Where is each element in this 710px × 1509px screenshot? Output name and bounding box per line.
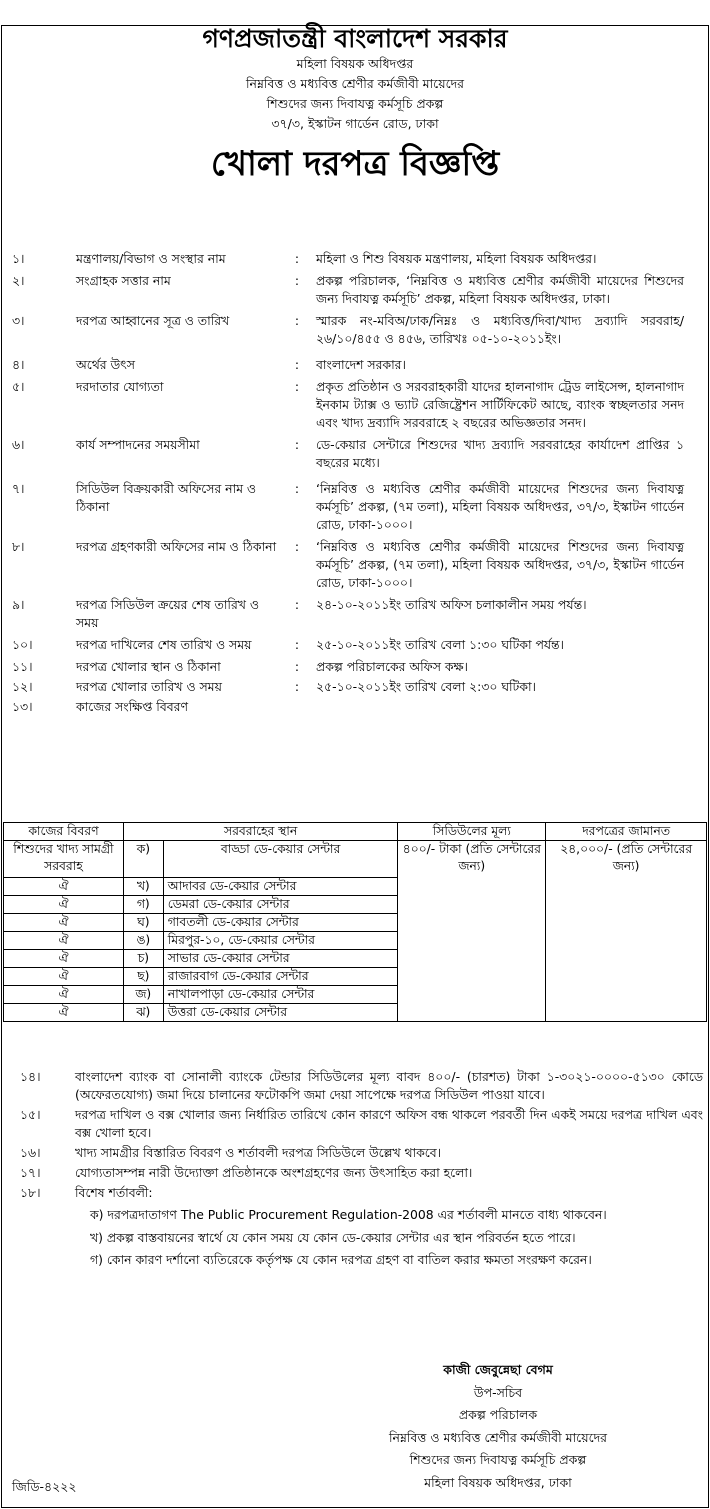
item-number: ৪। bbox=[12, 357, 25, 372]
item-value: ২৪-১০-২০১১ইং তারিখ অফিস চলাকালীন সময় পর্যন্ত। bbox=[316, 597, 587, 612]
notice-item bbox=[0, 272, 710, 308]
item-separator: : bbox=[294, 659, 300, 674]
place-cell: নাখালপাড়া ডে-কেয়ার সেন্টার bbox=[163, 986, 398, 1004]
notice-items bbox=[0, 250, 710, 716]
term-number: ১৪। bbox=[20, 1069, 41, 1084]
item-value: ২৫-১০-২০১১ইং তারিখ বেলা ১:৩০ ঘটিকা পর্যন্ত। bbox=[316, 637, 564, 652]
work-cell: ঐ bbox=[4, 968, 124, 986]
item-number: ১১। bbox=[12, 659, 33, 674]
signatory-name: কাজী জেবুন্নেছা বেগম bbox=[443, 1362, 553, 1377]
place-cell: রাজারবাগ ডে-কেয়ার সেন্টার bbox=[163, 968, 398, 986]
item-label: দরপত্র গ্রহণকারী অফিসের নাম ও ঠিকানা bbox=[76, 539, 277, 554]
item-value: বাংলাদেশ সরকার। bbox=[316, 357, 406, 372]
special-conditions bbox=[90, 1204, 702, 1272]
mark-cell: ঘ) bbox=[123, 914, 163, 932]
item-number: ১। bbox=[12, 251, 25, 266]
item-number: ৭। bbox=[12, 481, 25, 496]
item-number: ৫। bbox=[12, 379, 25, 394]
header-line: নিম্নবিত্ত ও মধ্যবিত্ত শ্রেণীর কর্মজীবী মায়েদের bbox=[245, 76, 465, 91]
term-item bbox=[0, 1068, 710, 1104]
item-separator: : bbox=[294, 597, 300, 612]
item-label: দরপত্র খোলার তারিখ ও সময় bbox=[76, 679, 222, 694]
work-cell: ঐ bbox=[4, 986, 124, 1004]
work-table bbox=[3, 822, 707, 1022]
notice-item bbox=[0, 312, 710, 348]
item-label: অর্থের উৎস bbox=[76, 357, 135, 372]
term-text: বাংলাদেশ ব্যাংক বা সোনালী ব্যাংকে টেন্ডার সিডিউলের মূল্য বাবদ ৪০০/- (চারশত) টাকা ১-৩০২১-০০০০-৫১৩০ কোডে (অফেরতযোগ্য) জমা দিয়ে চালানের ফটোকপি জমা দেয়া সাপেক্ষে দরপত্র সিডিউল পাওয়া যাবে। bbox=[75, 1069, 703, 1102]
place-cell: আদাবর ডে-কেয়ার সেন্টার bbox=[163, 878, 398, 896]
term-number: ১৬। bbox=[20, 1145, 41, 1160]
item-value: ‘নিম্নবিত্ত ও মধ্যবিত্ত শ্রেণীর কর্মজীবী মায়েদের শিশুদের জন্য দিবাযত্ন কর্মসূচি’ প্রকল্প, (৭ম তলা), মহিলা বিষয়ক অধিদপ্তর, ৩৭/৩, ইস্কাটন গার্ডেন রোড, ঢাকা-১০০০। bbox=[316, 481, 684, 532]
item-number: ৮। bbox=[12, 539, 25, 554]
term-text: দরপত্র দাখিল ও বক্স খোলার জন্য নির্ধারিত তারিখে কোন কারণে অফিস বন্ধ থাকলে পরবর্তী দিন একই সময়ে দরপত্র দাখিল এবং বক্স খোলা হবে। bbox=[75, 1107, 703, 1140]
mark-cell: ঝ) bbox=[123, 1004, 163, 1022]
mark-cell: গ) bbox=[123, 896, 163, 914]
place-cell: উত্তরা ডে-কেয়ার সেন্টার bbox=[163, 1004, 398, 1022]
term-text: বিশেষ শর্তাবলী: bbox=[75, 1185, 153, 1200]
item-separator: : bbox=[294, 481, 300, 496]
item-value: স্মারক নং-মবিঅ/ঢাক/নিম্নঃ ও মধ্যবিত্ত/দিবা/খাদ্য দ্রব্যাদি সরবরাহ/২৬/১০/৪৫৫ ও ৪৫৬, তারিখঃ ০৫-১০-২০১১ইং। bbox=[316, 313, 684, 346]
item-separator: : bbox=[294, 379, 300, 394]
header-line: ৩৭/৩, ইস্কাটন গার্ডেন রোড, ঢাকা bbox=[271, 116, 439, 131]
item-number: ৯। bbox=[12, 597, 25, 612]
item-number: ১০। bbox=[12, 637, 33, 652]
work-cell: ঐ bbox=[4, 932, 124, 950]
item-value: ‘নিম্নবিত্ত ও মধ্যবিত্ত শ্রেণীর কর্মজীবী মায়েদের শিশুদের জন্য দিবাযত্ন কর্মসূচি’ প্রকল্প, (৭ম তলা), মহিলা বিষয়ক অধিদপ্তর, ৩৭/৩, ইস্কাটন গার্ডেন রোড, ঢাকা-১০০০। bbox=[316, 539, 684, 590]
notice-item bbox=[0, 356, 710, 374]
header-line: মহিলা বিষয়ক অধিদপ্তর bbox=[296, 56, 414, 71]
work-cell: ঐ bbox=[4, 950, 124, 968]
item-value: প্রকল্প পরিচালকের অফিস কক্ষ। bbox=[316, 659, 468, 674]
signature-block bbox=[348, 1359, 648, 1495]
term-item bbox=[0, 1184, 710, 1202]
item-label: কাজের সংক্ষিপ্ত বিবরণ bbox=[76, 699, 188, 714]
place-cell: ডেমরা ডে-কেয়ার সেন্টার bbox=[163, 896, 398, 914]
item-separator: : bbox=[294, 437, 300, 452]
item-number: ১৩। bbox=[12, 699, 33, 714]
signature-line: প্রকল্প পরিচালক bbox=[458, 1407, 538, 1423]
mark-cell: ক) bbox=[123, 841, 163, 878]
special-condition: গ) কোন কারণ দর্শানো ব্যতিরেকে কর্তৃপক্ষ যে কোন দরপত্র গ্রহণ বা বাতিল করার ক্ষমতা সংরক্ষণ করেন। bbox=[90, 1252, 592, 1267]
notice-item bbox=[0, 436, 710, 472]
item-label: দরপত্র দাখিলের শেষ তারিখ ও সময় bbox=[76, 637, 252, 652]
item-separator: : bbox=[294, 273, 300, 288]
term-number: ১৫। bbox=[20, 1107, 41, 1122]
item-value: প্রকল্প পরিচালক, ‘নিম্নবিত্ত ও মধ্যবিত্ত শ্রেণীর কর্মজীবী মায়েদের শিশুদের জন্য দিবাযত্ন কর্মসূচি’ প্রকল্প, মহিলা বিষয়ক অধিদপ্তর, ঢাকা। bbox=[316, 273, 684, 306]
item-separator: : bbox=[294, 539, 300, 554]
mark-cell: খ) bbox=[123, 878, 163, 896]
special-condition: ক) দরপত্রদাতাগণ The Public Procurement Regulation-2008 এর শর্তাবলী মানতে বাধ্য থাকবেন। bbox=[90, 1207, 607, 1222]
item-label: দরপত্র আহ্বানের সূত্র ও তারিখ bbox=[76, 313, 230, 328]
item-label: সিডিউল বিক্রয়কারী অফিসের নাম ও ঠিকানা bbox=[76, 481, 257, 514]
item-label: দরপত্র খোলার স্থান ও ঠিকানা bbox=[76, 659, 221, 674]
work-cell: ঐ bbox=[4, 914, 124, 932]
item-label: কার্য সম্পাদনের সময়সীমা bbox=[76, 437, 200, 452]
notice-item bbox=[0, 658, 710, 676]
term-item bbox=[0, 1164, 710, 1182]
page-border bbox=[1, 25, 709, 1508]
signature-line: নিম্নবিত্ত ও মধ্যবিত্ত শ্রেণীর কর্মজীবী মায়েদের bbox=[388, 1429, 608, 1445]
work-cell: শিশুদের খাদ্য সামগ্রী সরবরাহ bbox=[4, 841, 124, 878]
term-text: খাদ্য সামগ্রীর বিস্তারিত বিবরণ ও শর্তাবলী দরপত্র সিডিউলে উল্লেখ থাকবে। bbox=[75, 1145, 442, 1160]
item-separator: : bbox=[294, 251, 300, 266]
item-label: সংগ্রাহক সত্তার নাম bbox=[76, 273, 171, 288]
header-line: শিশুদের জন্য দিবাযত্ন কর্মসূচি প্রকল্প bbox=[266, 96, 444, 111]
work-cell: ঐ bbox=[4, 896, 124, 914]
term-item bbox=[0, 1106, 710, 1142]
signature-line: শিশুদের জন্য দিবাযত্ন কর্মসূচি প্রকল্প bbox=[409, 1452, 587, 1468]
mark-cell: ঙ) bbox=[123, 932, 163, 950]
item-value: মহিলা ও শিশু বিষয়ক মন্ত্রণালয়, মহিলা বিষয়ক অধিদপ্তর। bbox=[316, 251, 597, 266]
table-header: দরপত্রের জামানত bbox=[546, 823, 707, 841]
item-value: ডে-কেয়ার সেন্টারে শিশুদের খাদ্য দ্রব্যাদি সরবরাহের কার্যাদেশ প্রাপ্তির ১ বছরের মধ্যে। bbox=[316, 437, 684, 470]
place-cell: গাবতলী ডে-কেয়ার সেন্টার bbox=[163, 914, 398, 932]
notice-item bbox=[0, 480, 710, 534]
notice-item bbox=[0, 698, 710, 716]
table-row bbox=[4, 841, 707, 878]
table-header: কাজের বিবরণ bbox=[4, 823, 124, 841]
special-condition: খ) প্রকল্প বাস্তবায়নের স্বার্থে যে কোন সময় যে কোন ডে-কেয়ার সেন্টার এর স্থান পরিবর্তন হতে পারে। bbox=[90, 1229, 576, 1245]
work-cell: ঐ bbox=[4, 1004, 124, 1022]
mark-cell: ছ) bbox=[123, 968, 163, 986]
term-number: ১৭। bbox=[20, 1165, 41, 1180]
place-cell: সাভার ডে-কেয়ার সেন্টার bbox=[163, 950, 398, 968]
work-cell: ঐ bbox=[4, 878, 124, 896]
item-number: ১২। bbox=[12, 679, 33, 694]
term-number: ১৮। bbox=[20, 1185, 41, 1200]
table-header: সরবরাহের স্থান bbox=[123, 823, 398, 841]
terms bbox=[0, 1068, 710, 1204]
notice-item bbox=[0, 538, 710, 592]
notice-item bbox=[0, 636, 710, 654]
mark-cell: চ) bbox=[123, 950, 163, 968]
table-header: সিডিউলের মূল্য bbox=[398, 823, 546, 841]
item-number: ২। bbox=[12, 273, 25, 288]
item-number: ৩। bbox=[12, 313, 25, 328]
item-number: ৬। bbox=[12, 437, 25, 452]
schedule-price-cell: ৪০০/- টাকা (প্রতি সেন্টারের জন্য) bbox=[398, 841, 546, 1022]
notice-item bbox=[0, 596, 710, 632]
item-label: মন্ত্রণালয়/বিভাগ ও সংস্থার নাম bbox=[76, 251, 226, 266]
signature-line: মহিলা বিষয়ক অধিদপ্তর, ঢাকা bbox=[424, 1474, 572, 1490]
item-label: দরদাতার যোগ্যতা bbox=[76, 379, 164, 394]
item-separator: : bbox=[294, 679, 300, 694]
term-item bbox=[0, 1144, 710, 1162]
mark-cell: জ) bbox=[123, 986, 163, 1004]
item-separator bbox=[278, 698, 316, 716]
notice-item bbox=[0, 250, 710, 268]
term-text: যোগ্যতাসম্পন্ন নারী উদ্যোক্তা প্রতিষ্ঠানকে অংশগ্রহণের জন্য উৎসাহিত করা হলো। bbox=[75, 1165, 473, 1180]
notice-item bbox=[0, 678, 710, 696]
security-cell: ২৪,০০০/- (প্রতি সেন্টারের জন্য) bbox=[546, 841, 707, 1022]
item-value: প্রকৃত প্রতিষ্ঠান ও সরবরাহকারী যাদের হালনাগাদ ট্রেড লাইসেন্স, হালনাগাদ ইনকাম ট্যাক্স ও ভ্যাট রেজিষ্ট্রেশন সার্টিফিকেট আছে, ব্যাংক স্বচ্ছলতার সনদ এবং খাদ্য দ্রব্যাদি সরবরাহে ২ বছরের অভিজ্ঞতার সনদ। bbox=[316, 379, 684, 430]
place-cell: মিরপুর-১০, ডে-কেয়ার সেন্টার bbox=[163, 932, 398, 950]
item-separator: : bbox=[294, 637, 300, 652]
gd-code: জিডি-৪২২২ bbox=[12, 1479, 77, 1494]
place-cell: বাড্ডা ডে-কেয়ার সেন্টার bbox=[163, 841, 398, 878]
item-value bbox=[316, 698, 684, 716]
notice-title: খোলা দরপত্র বিজ্ঞপ্তি bbox=[210, 144, 500, 184]
notice-item bbox=[0, 378, 710, 432]
item-separator: : bbox=[294, 357, 300, 372]
government-title: গণপ্রজাতন্ত্রী বাংলাদেশ সরকার bbox=[202, 24, 508, 53]
item-label: দরপত্র সিডিউল ক্রয়ের শেষ তারিখ ও সময় bbox=[76, 597, 259, 630]
item-separator: : bbox=[294, 313, 300, 328]
item-value: ২৫-১০-২০১১ইং তারিখ বেলা ২:৩০ ঘটিকা। bbox=[316, 679, 536, 694]
signature-line: উপ-সচিব bbox=[473, 1384, 523, 1400]
